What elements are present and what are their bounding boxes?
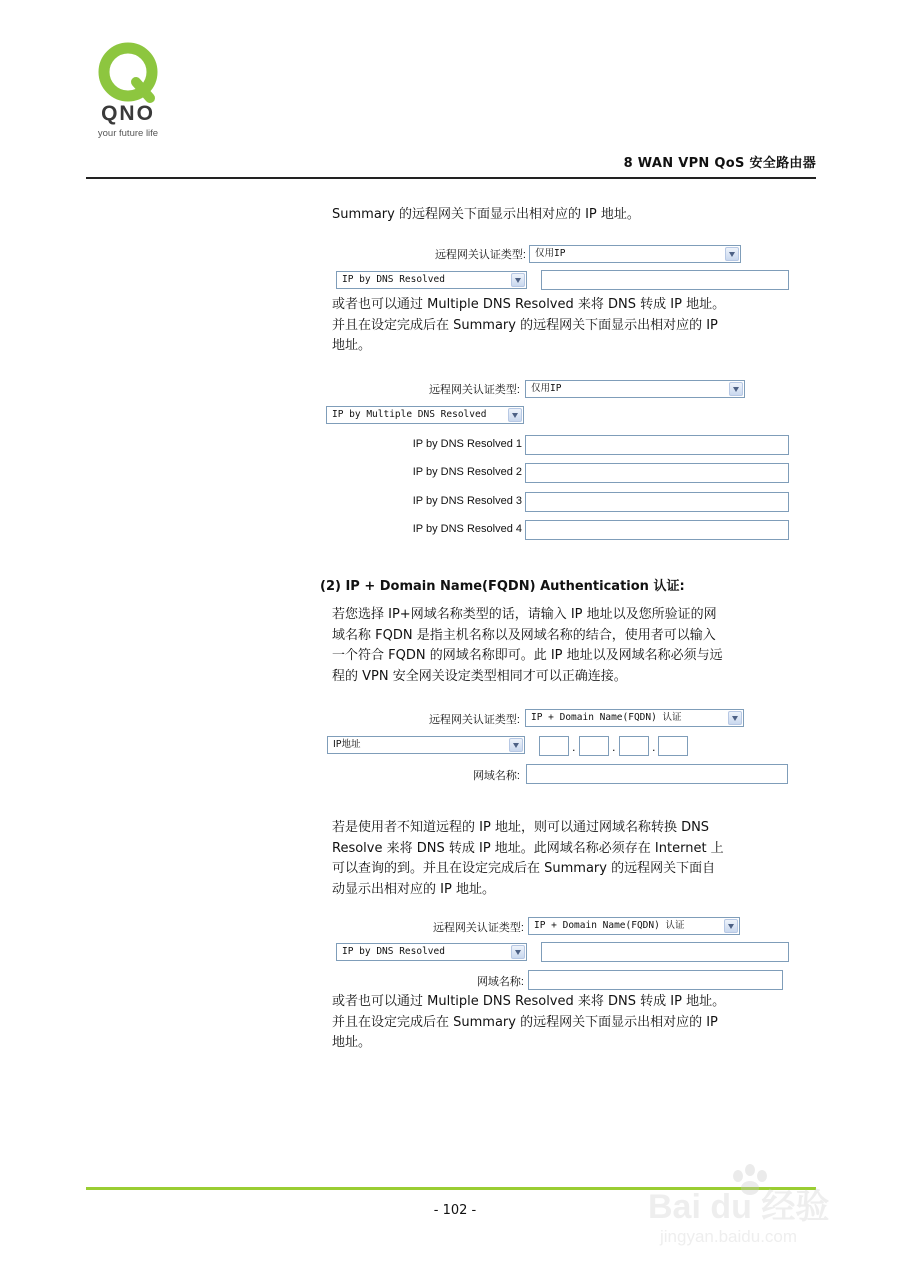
text-line: 可以查询的到。并且在设定完成后在 Summary 的远程网关下面自 bbox=[332, 861, 716, 876]
ip-mode-select[interactable] bbox=[336, 271, 527, 289]
logo-tagline: your future life bbox=[97, 128, 159, 139]
ip-mode-value: IP by Multiple DNS Resolved bbox=[332, 409, 487, 420]
text-line: 地址。 bbox=[332, 338, 372, 353]
domain-name-label: 网域名称: bbox=[472, 770, 520, 782]
text-line: 程的 VPN 安全网关设定类型相同才可以正确连接。 bbox=[332, 668, 627, 684]
text-line: Resolve 来将 DNS 转成 IP 地址。此网域名称必须存在 Internet 上 bbox=[332, 840, 724, 856]
ip-separator: . bbox=[572, 741, 576, 754]
auth-type-label: 远程网关认证类型: bbox=[428, 714, 520, 726]
dns-resolved-input[interactable] bbox=[541, 942, 789, 962]
auth-type-label: 远程网关认证类型: bbox=[432, 922, 524, 934]
watermark-url: jingyan.baidu.com bbox=[660, 1227, 798, 1246]
fqdn-section-heading: (2) IP + Domain Name(FQDN) Authentication 认证: bbox=[320, 579, 685, 594]
auth-type-label: 远程网关认证类型: bbox=[428, 384, 520, 396]
text-line: 地址。 bbox=[332, 1035, 372, 1050]
ip-octet-3-input[interactable] bbox=[619, 736, 649, 756]
dns-resolved-3-input[interactable] bbox=[525, 492, 789, 512]
dns-resolve-paragraph bbox=[332, 818, 724, 900]
page-number: - 102 - bbox=[433, 1203, 477, 1218]
text-line: 并且在设定完成后在 Summary 的远程网关下面显示出相对应的 IP bbox=[332, 1014, 718, 1030]
text-line: 域名称 FQDN 是指主机名称以及网域名称的结合，使用者可以输入 bbox=[332, 627, 716, 643]
dns-resolved-3-label: IP by DNS Resolved 3 bbox=[412, 495, 522, 507]
ip-mode-select[interactable] bbox=[326, 406, 524, 424]
dns-resolved-4-label: IP by DNS Resolved 4 bbox=[412, 523, 522, 535]
auth-type-select[interactable] bbox=[525, 380, 745, 398]
text-line: 若是使用者不知道远程的 IP 地址，则可以通过网域名称转换 DNS bbox=[332, 820, 710, 835]
dropdown-arrow-icon[interactable] bbox=[725, 247, 739, 261]
text-line: 一个符合 FQDN 的网域名称即可。此 IP 地址以及网域名称必须与远 bbox=[332, 648, 723, 663]
summary-paragraph: Summary 的远程网关下面显示出相对应的 IP 地址。 bbox=[332, 207, 640, 222]
dns-resolved-input[interactable] bbox=[541, 270, 789, 290]
dropdown-arrow-icon[interactable] bbox=[511, 273, 525, 287]
text-line: 并且在设定完成后在 Summary 的远程网关下面显示出相对应的 IP bbox=[332, 317, 718, 333]
text-line: 若您选择 IP+网域名称类型的话，请输入 IP 地址以及您所验证的网 bbox=[332, 607, 717, 622]
text-line: 或者也可以通过 Multiple DNS Resolved 来将 DNS 转成 IP 地址。 bbox=[332, 994, 726, 1009]
ip-octet-1-input[interactable] bbox=[539, 736, 569, 756]
domain-name-input[interactable] bbox=[526, 764, 788, 784]
dropdown-arrow-icon[interactable] bbox=[511, 945, 525, 959]
multiple-dns-paragraph bbox=[332, 295, 725, 357]
fqdn-description-paragraph bbox=[332, 605, 723, 687]
qno-logo bbox=[88, 40, 168, 140]
watermark-brand: Bai du 经验 bbox=[648, 1188, 830, 1226]
auth-type-label: 远程网关认证类型: bbox=[434, 249, 526, 261]
ip-mode-select[interactable] bbox=[327, 736, 525, 754]
domain-name-input[interactable] bbox=[528, 970, 783, 990]
text-line: 或者也可以通过 Multiple DNS Resolved 来将 DNS 转成 IP 地址。 bbox=[332, 297, 726, 312]
auth-type-select[interactable] bbox=[528, 917, 740, 935]
auth-type-value: 仅用IP bbox=[531, 383, 562, 394]
ip-mode-select[interactable] bbox=[336, 943, 527, 961]
dropdown-arrow-icon[interactable] bbox=[508, 408, 522, 422]
ip-separator: . bbox=[652, 741, 656, 754]
dns-resolved-1-input[interactable] bbox=[525, 435, 789, 455]
auth-type-value: IP + Domain Name(FQDN) 认证 bbox=[531, 712, 682, 723]
auth-type-select[interactable] bbox=[529, 245, 741, 263]
domain-name-label: 网域名称: bbox=[476, 976, 524, 988]
text-line: 动显示出相对应的 IP 地址。 bbox=[332, 881, 495, 897]
dns-resolved-1-label: IP by DNS Resolved 1 bbox=[412, 438, 522, 450]
page-header-title: 8 WAN VPN QoS 安全路由器 bbox=[623, 156, 816, 171]
dropdown-arrow-icon[interactable] bbox=[728, 711, 742, 725]
dropdown-arrow-icon[interactable] bbox=[729, 382, 743, 396]
auth-type-value: 仅用IP bbox=[535, 248, 566, 259]
auth-type-value: IP + Domain Name(FQDN) 认证 bbox=[534, 920, 685, 931]
dns-resolved-2-label: IP by DNS Resolved 2 bbox=[412, 466, 522, 478]
dropdown-arrow-icon[interactable] bbox=[724, 919, 738, 933]
dropdown-arrow-icon[interactable] bbox=[509, 738, 523, 752]
ip-mode-value: IP by DNS Resolved bbox=[342, 274, 445, 285]
auth-type-select[interactable] bbox=[525, 709, 744, 727]
baidu-watermark bbox=[640, 1160, 860, 1250]
logo-text: QNO bbox=[101, 102, 155, 125]
multiple-dns-paragraph bbox=[332, 992, 725, 1054]
header-divider bbox=[86, 177, 816, 179]
dns-resolved-2-input[interactable] bbox=[525, 463, 789, 483]
ip-separator: . bbox=[612, 741, 616, 754]
dns-resolved-4-input[interactable] bbox=[525, 520, 789, 540]
ip-octet-2-input[interactable] bbox=[579, 736, 609, 756]
ip-octet-4-input[interactable] bbox=[658, 736, 688, 756]
ip-mode-value: IP地址 bbox=[333, 739, 361, 750]
ip-mode-value: IP by DNS Resolved bbox=[342, 946, 445, 957]
